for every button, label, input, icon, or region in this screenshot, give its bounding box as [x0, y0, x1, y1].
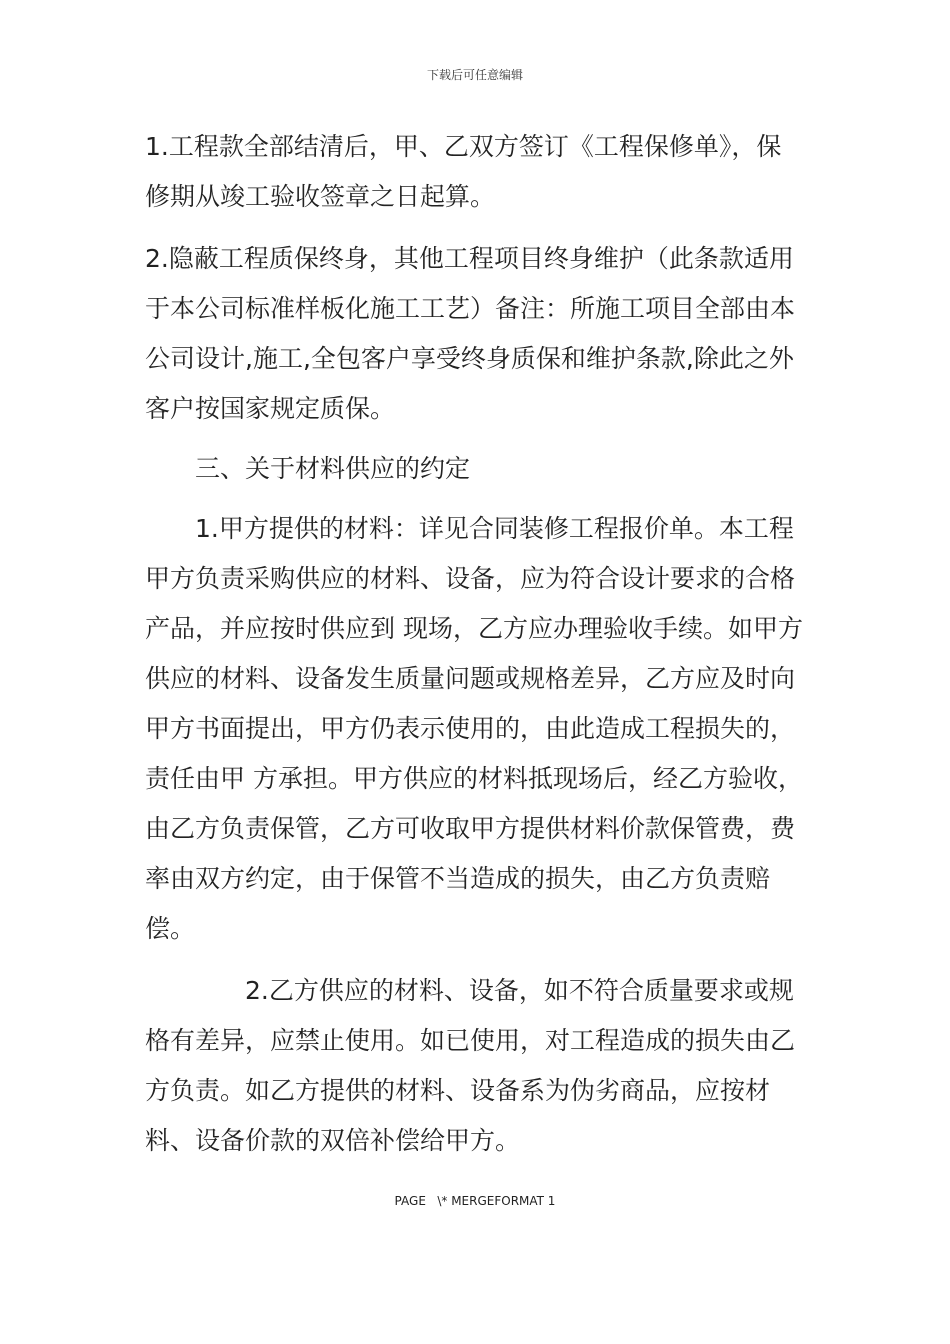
materials-clause-1: 1.甲方提供的材料：详见合同装修工程报价单。本工程甲方负责采购供应的材料、设备，应为符合设计要求的合格产品，并应按时供应到 现场，乙方应办理验收手续。如甲方供应的材料、设备发生质量问题或规格差异，乙方应及时向甲方书面提出，甲方仍表示使用的，由此造成工程损失的，责任由甲 方承担。甲方供应的材料抵现场后，经乙方验收，由乙方负责保管，乙方可收取甲方提供材料价款保管费，费率由双方约定，由于保管不当造成的损失，由乙方负责赔偿。 — [145, 514, 803, 943]
warranty-clause-2: 2.隐蔽工程质保终身，其他工程项目终身维护（此条款适用于本公司标准样板化施工工艺）备注：所施工项目全部由本公司设计,施工,全包客户享受终身质保和维护条款,除此之外客户按国家规定质保。 — [145, 244, 796, 423]
page-footer: PAGE \* MERGEFORMAT 1 — [394, 1194, 556, 1208]
section-heading-materials: 三、关于材料供应的约定 — [145, 454, 471, 483]
materials-clause-2: 2.乙方供应的材料、设备，如不符合质量要求或规格有差异，应禁止使用。如已使用，对工程造成的损失由乙方负责。如乙方提供的材料、设备系为伪劣商品，应按材料、设备价款的双倍补偿给甲方。 — [145, 976, 796, 1155]
page-header: 下载后可任意编辑 — [426, 68, 523, 82]
document-body — [145, 122, 805, 1166]
warranty-clause-1: 1.工程款全部结清后，甲、乙双方签订《工程保修单》，保修期从竣工验收签章之日起算。 — [145, 132, 782, 211]
